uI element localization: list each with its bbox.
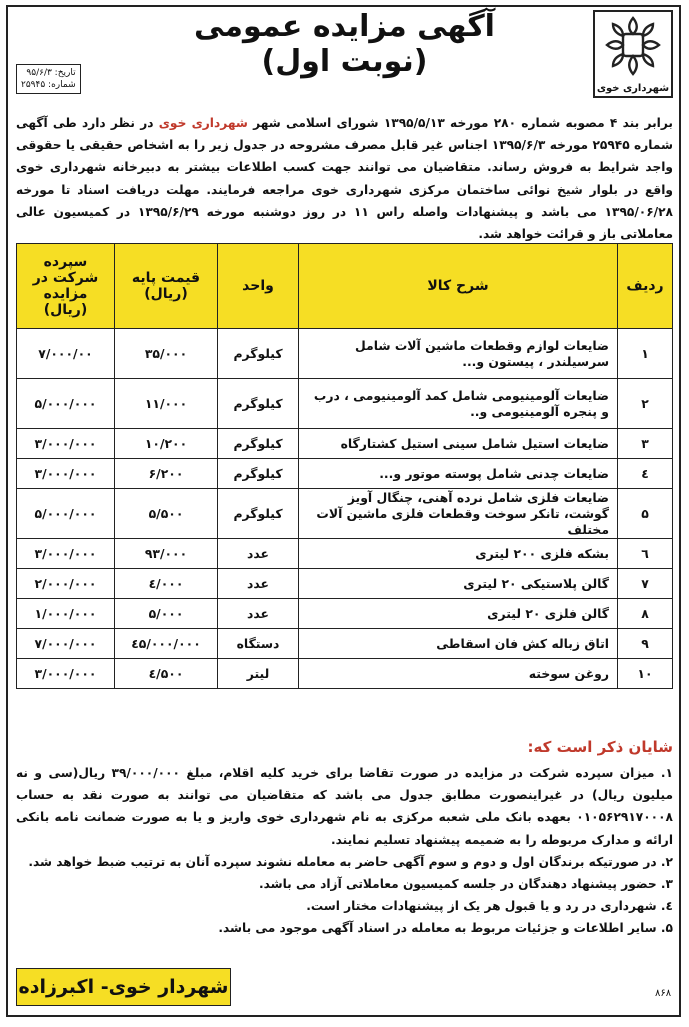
price-cell: ٤/۰۰۰ xyxy=(115,569,218,599)
deposit-cell: ۳/۰۰۰/۰۰۰ xyxy=(17,659,115,689)
unit-cell: کیلوگرم xyxy=(218,429,299,459)
header-desc: شرح کالا xyxy=(299,244,618,329)
price-cell: ۶/۲۰۰ xyxy=(115,459,218,489)
price-cell: ٤/۵۰۰ xyxy=(115,659,218,689)
unit-cell: کیلوگرم xyxy=(218,379,299,429)
logo-emblem-icon xyxy=(595,12,671,82)
table-row xyxy=(17,379,673,429)
description-cell: ضایعات چدنی شامل پوسته موتور و... xyxy=(299,459,618,489)
row-number-cell: ۱ xyxy=(618,329,673,379)
description-cell: ضایعات فلزی شامل نرده آهنی، چنگال آویز گوشت، تانکر سوخت وقطعات فلزی ماشین آلات مختلف xyxy=(299,489,618,539)
note-item: ۳. حضور پیشنهاد دهندگان در جلسه کمیسیون معاملاتی آزاد می باشد. xyxy=(258,877,673,892)
table-row xyxy=(17,569,673,599)
intro-paragraph xyxy=(16,112,673,245)
ref-number: شماره: ۲۵۹۴۵ xyxy=(21,80,76,91)
intro-text-2: در نظر دارد طی آگهی شماره ۲۵۹۴۵ مورخه ۱۳۹۵/۶/۳ اجناس غیر قابل مصرف مشروحه در جدول زیر را به اشخاص حقیقی یا حقوقی واجد شرایط به فروش رساند. متقاضیان می توانند جهت کسب اطلاعات بیشتر به دبیرخانه شهرداری خوی واقع در بلوار شیخ نوائی ساختمان مرکزی شهرداری خوی مراجعه فرمایند. مهلت دریافت اسناد تا مورخه ۱۳۹۵/۰۶/۲۸ می باشد و پیشنهادات واصله راس ۱۱ در روز دوشنبه مورخه ۱۳۹۵/۶/۲۹ در کمیسیون عالی معاملاتی باز و قرائت خواهد شد. xyxy=(16,116,673,242)
items-table xyxy=(16,243,673,689)
unit-cell: کیلوگرم xyxy=(218,489,299,539)
row-number-cell: ۹ xyxy=(618,629,673,659)
row-number-cell: ۲ xyxy=(618,379,673,429)
unit-cell: عدد xyxy=(218,539,299,569)
note-item: ۲. در صورتیکه برندگان اول و دوم و سوم آگهی حاضر به معامله نشوند سپرده آنان به ترتیب ضبط خواهد شد. xyxy=(28,854,673,869)
intro-text-1: برابر بند ۴ مصوبه شماره ۲۸۰ مورخه ۱۳۹۵/۵/۱۳ شورای اسلامی شهر xyxy=(247,116,673,130)
unit-cell: دستگاه xyxy=(218,629,299,659)
mayor-signature: شهردار خوی- اکبرزاده xyxy=(16,968,231,1006)
row-number-cell: ٤ xyxy=(618,459,673,489)
note-item: ٤. شهرداری در رد و یا قبول هر یک از پیشنهادات مختار است. xyxy=(306,899,673,914)
table-row xyxy=(17,599,673,629)
unit-cell: لیتر xyxy=(218,659,299,689)
price-cell: ۱۰/۲۰۰ xyxy=(115,429,218,459)
price-cell: ۹۳/۰۰۰ xyxy=(115,539,218,569)
table-row xyxy=(17,489,673,539)
logo-caption: شهرداری خوی xyxy=(596,83,670,94)
title-line-1: آگهی مزایده عمومی xyxy=(194,9,495,44)
unit-cell: عدد xyxy=(218,569,299,599)
notes-list xyxy=(16,762,673,940)
row-number-cell: ۷ xyxy=(618,569,673,599)
deposit-cell: ۷/۰۰۰/۰۰ xyxy=(17,329,115,379)
price-cell: ۵/۵۰۰ xyxy=(115,489,218,539)
header-deposit: سپرده شرکت در مزایده (ریال) xyxy=(17,244,115,329)
reference-box xyxy=(16,64,81,94)
header-price: قیمت پایه (ریال) xyxy=(115,244,218,329)
unit-cell: کیلوگرم xyxy=(218,459,299,489)
row-number-cell: ۵ xyxy=(618,489,673,539)
table-row xyxy=(17,659,673,689)
price-cell: ٤۵/۰۰۰/۰۰۰ xyxy=(115,629,218,659)
title-line-2: (نوبت اول) xyxy=(261,43,428,79)
price-cell: ۱۱/۰۰۰ xyxy=(115,379,218,429)
description-cell: ضایعات لوازم وقطعات ماشین آلات شامل سرسیلندر ، پیستون و... xyxy=(299,329,618,379)
intro-highlight: شهرداری خوی xyxy=(158,116,248,130)
note-item: ۵. سایر اطلاعات و جزئیات مربوط به معامله در اسناد آگهی موجود می باشد. xyxy=(218,921,673,936)
description-cell: ضایعات آلومینیومی شامل کمد آلومینیومی ، درب و پنجره آلومینیومی و.. xyxy=(299,379,618,429)
header-unit: واحد xyxy=(218,244,299,329)
row-number-cell: ۱۰ xyxy=(618,659,673,689)
note-item: ۱. میزان سپرده شرکت در مزایده در صورت تقاضا برای خرید کلیه اقلام، مبلغ ۳۹/۰۰۰/۰۰۰ ریال(سی و نه میلیون ریال) در غیراینصورت مطابق جدول می باشد که متقاضیان می توانند به صورت نقد به حساب ۰۱۰۵۶۲۹۱۷۰۰۰۸ بعهده بانک ملی شعبه مرکزی به نام شهرداری خوی واریز و یا به صورت ضمانت نامه بانکی ارائه و مدارک مربوطه را به ضمیمه پیشنهاد تسلیم نمایند. xyxy=(16,766,673,847)
deposit-cell: ۵/۰۰۰/۰۰۰ xyxy=(17,489,115,539)
deposit-cell: ۳/۰۰۰/۰۰۰ xyxy=(17,539,115,569)
description-cell: اتاق زباله کش فان اسقاطی xyxy=(299,629,618,659)
municipality-logo xyxy=(593,10,673,98)
table-row xyxy=(17,429,673,459)
row-number-cell: ۳ xyxy=(618,429,673,459)
deposit-cell: ۱/۰۰۰/۰۰۰ xyxy=(17,599,115,629)
description-cell: گالن پلاستیکی ۲۰ لیتری xyxy=(299,569,618,599)
deposit-cell: ۵/۰۰۰/۰۰۰ xyxy=(17,379,115,429)
notes-title: شایان ذکر است که: xyxy=(527,738,673,756)
ref-date: تاریخ: ۹۵/۶/۳ xyxy=(26,68,76,78)
header-row-no: ردیف xyxy=(618,244,673,329)
table-row xyxy=(17,629,673,659)
row-number-cell: ۸ xyxy=(618,599,673,629)
description-cell: گالن فلزی ۲۰ لیتری xyxy=(299,599,618,629)
price-cell: ۳۵/۰۰۰ xyxy=(115,329,218,379)
unit-cell: کیلوگرم xyxy=(218,329,299,379)
ad-title xyxy=(110,10,579,79)
table-header-row xyxy=(17,244,673,329)
unit-cell: عدد xyxy=(218,599,299,629)
description-cell: بشکه فلزی ۲۰۰ لیتری xyxy=(299,539,618,569)
deposit-cell: ۳/۰۰۰/۰۰۰ xyxy=(17,429,115,459)
description-cell: روغن سوخته xyxy=(299,659,618,689)
deposit-cell: ۳/۰۰۰/۰۰۰ xyxy=(17,459,115,489)
deposit-cell: ۲/۰۰۰/۰۰۰ xyxy=(17,569,115,599)
table-row xyxy=(17,329,673,379)
page-number: ۸۶۸ xyxy=(655,988,672,999)
table-row xyxy=(17,539,673,569)
description-cell: ضایعات استیل شامل سینی استیل کشتارگاه xyxy=(299,429,618,459)
row-number-cell: ٦ xyxy=(618,539,673,569)
deposit-cell: ۷/۰۰۰/۰۰۰ xyxy=(17,629,115,659)
price-cell: ۵/۰۰۰ xyxy=(115,599,218,629)
table-row xyxy=(17,459,673,489)
